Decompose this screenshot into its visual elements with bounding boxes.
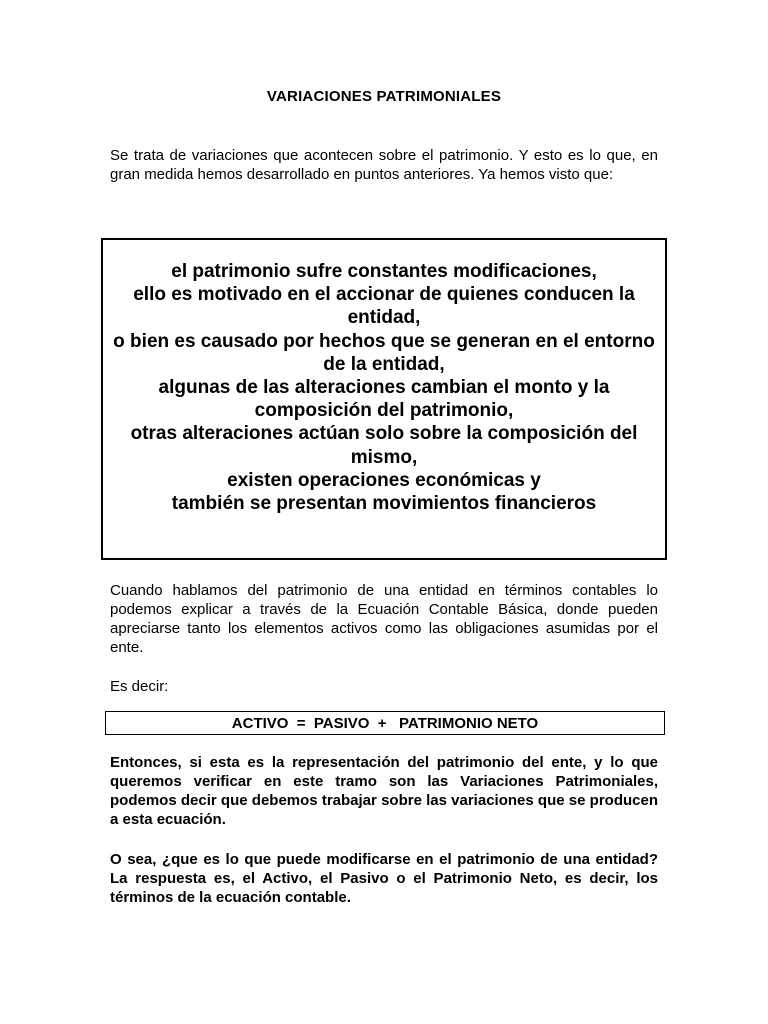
- page-title: VARIACIONES PATRIMONIALES: [266, 88, 502, 105]
- accounting-equation-box: ACTIVO = PASIVO + PATRIMONIO NETO: [105, 711, 665, 735]
- box-line: algunas de las alteraciones cambian el monto y la composición del patrimonio,: [158, 377, 610, 422]
- entonces-paragraph: Entonces, si esta es la representación del patrimonio del ente, y lo que queremos verificar en este tramo son las Variaciones Patrimoniales, podemos decir que debemos trabajar sobre las variaciones que se producen a esta ecuación.: [110, 754, 658, 828]
- intro-paragraph: Se trata de variaciones que acontecen sobre el patrimonio. Y esto es lo que, en gran medida hemos desarrollado en puntos anteriores. Ya hemos visto que:: [110, 147, 658, 183]
- box-line: también se presentan movimientos financieros: [171, 493, 597, 515]
- box-line: existen operaciones económicas y: [227, 469, 541, 491]
- box-line: otras alteraciones actúan solo sobre la composición del mismo,: [130, 423, 638, 468]
- box-line: el patrimonio sufre constantes modificaciones,: [171, 261, 597, 282]
- ecuacion-paragraph: Cuando hablamos del patrimonio de una entidad en términos contables lo podemos explicar a través de la Ecuación Contable Básica, donde pueden apreciarse tanto los elementos activos como las obligaciones asumidas por el ente.: [110, 582, 658, 656]
- box-line: ello es motivado en el accionar de quienes conducen la entidad,: [133, 284, 635, 329]
- o-sea-paragraph: O sea, ¿que es lo que puede modificarse en el patrimonio de una entidad? La respuesta es, el Activo, el Pasivo o el Patrimonio Neto, es decir, los términos de la ecuación contable.: [110, 851, 658, 906]
- box-line: o bien es causado por hechos que se generan en el entorno de la entidad,: [113, 330, 655, 375]
- highlight-box: [101, 238, 667, 560]
- es-decir-text: Es decir:: [110, 678, 169, 695]
